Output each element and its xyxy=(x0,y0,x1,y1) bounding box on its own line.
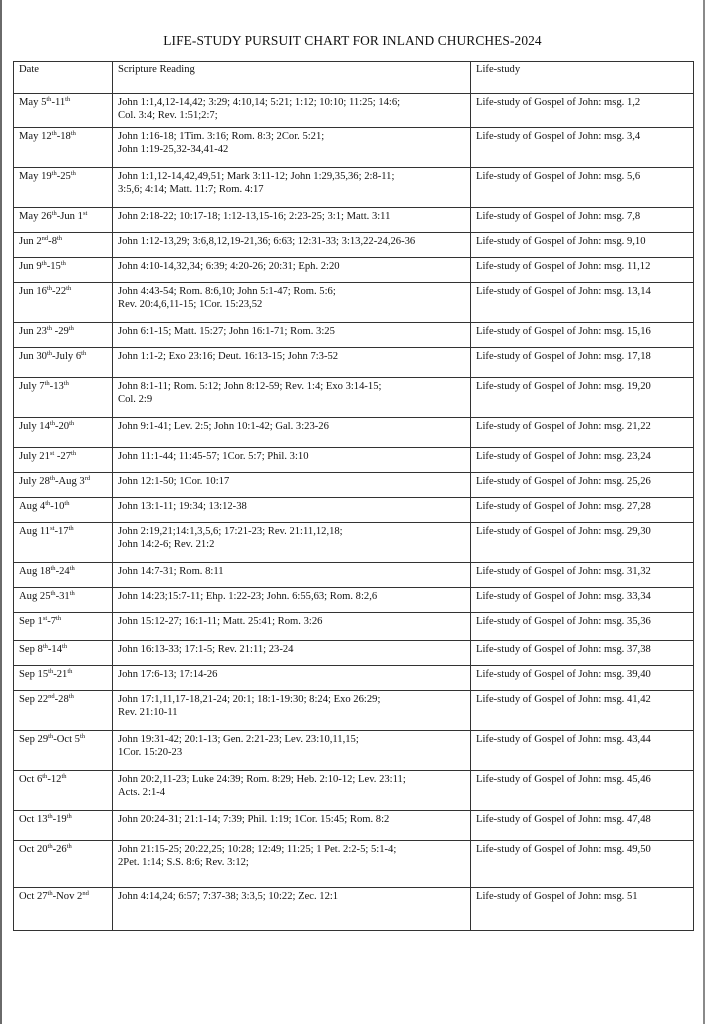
date-text: -11 xyxy=(51,97,66,108)
scripture-line: John 17:6-13; 17:14-26 xyxy=(118,669,218,680)
date-cell xyxy=(14,841,113,888)
date-text: -Jun 1 xyxy=(56,211,83,222)
table-header-row xyxy=(14,62,694,94)
date-ordinal-suffix: th xyxy=(47,890,53,897)
scripture-reading-cell xyxy=(113,418,471,448)
date-text: -18 xyxy=(56,131,71,142)
table-row xyxy=(14,473,694,498)
life-study-cell: Life-study of Gospel of John: msg. 1,2 xyxy=(471,94,694,128)
column-header-scripture: Scripture Reading xyxy=(113,62,471,94)
life-study-cell: Life-study of Gospel of John: msg. 31,32 xyxy=(471,563,694,588)
life-study-cell: Life-study of Gospel of John: msg. 41,42 xyxy=(471,691,694,731)
date-ordinal-suffix: nd xyxy=(48,693,55,700)
scripture-reading-cell xyxy=(113,168,471,208)
date-cell xyxy=(14,731,113,771)
date-text: -12 xyxy=(47,774,62,785)
date-cell xyxy=(14,588,113,613)
scripture-line: Col. 3:4; Rev. 1:51;2:7; xyxy=(118,110,218,121)
date-text: Oct 13 xyxy=(19,814,48,825)
scripture-line: John 9:1-41; Lev. 2:5; John 10:1-42; Gal. 3:23-26 xyxy=(118,421,329,432)
scripture-reading-cell xyxy=(113,563,471,588)
life-study-cell: Life-study of Gospel of John: msg. 43,44 xyxy=(471,731,694,771)
date-text: -25 xyxy=(56,171,71,182)
life-study-cell: Life-study of Gospel of John: msg. 3,4 xyxy=(471,128,694,168)
table-row xyxy=(14,523,694,563)
date-text: Aug 25 xyxy=(19,591,51,602)
date-ordinal-suffix: th xyxy=(47,813,53,820)
scripture-reading-cell xyxy=(113,128,471,168)
date-text: Oct 27 xyxy=(19,891,48,902)
date-ordinal-suffix: th xyxy=(81,350,87,357)
date-ordinal-suffix: nd xyxy=(82,890,89,897)
date-text: May 12 xyxy=(19,131,52,142)
pursuit-chart-table xyxy=(13,61,694,931)
table-row xyxy=(14,666,694,691)
date-cell xyxy=(14,498,113,523)
date-ordinal-suffix: th xyxy=(64,500,70,507)
date-ordinal-suffix: st xyxy=(50,525,55,532)
date-ordinal-suffix: rd xyxy=(84,475,91,482)
date-cell xyxy=(14,128,113,168)
date-ordinal-suffix: th xyxy=(46,285,53,292)
life-study-cell: Life-study of Gospel of John: msg. 5,6 xyxy=(471,168,694,208)
scripture-line: John 1:12-13,29; 3:6,8,12,19-21,36; 6:63; 12:31-33; 3:13,22-24,26-36 xyxy=(118,236,416,247)
date-cell xyxy=(14,323,113,348)
date-cell xyxy=(14,641,113,666)
date-ordinal-suffix: th xyxy=(70,170,76,177)
date-text: July 14 xyxy=(19,421,50,432)
date-ordinal-suffix: th xyxy=(46,325,53,332)
date-text: July 28 xyxy=(19,476,50,487)
column-header-lifestudy: Life-study xyxy=(471,62,694,94)
date-text: Sep 1 xyxy=(19,616,43,627)
date-text: -26 xyxy=(52,844,67,855)
date-cell xyxy=(14,208,113,233)
date-text: Sep 22 xyxy=(19,694,49,705)
date-ordinal-suffix: th xyxy=(46,96,52,103)
date-ordinal-suffix: th xyxy=(48,733,54,740)
life-study-cell: Life-study of Gospel of John: msg. 27,28 xyxy=(471,498,694,523)
table-row xyxy=(14,168,694,208)
table-row xyxy=(14,128,694,168)
date-ordinal-suffix: th xyxy=(68,525,74,532)
date-ordinal-suffix: th xyxy=(69,420,75,427)
scripture-reading-cell xyxy=(113,641,471,666)
date-ordinal-suffix: th xyxy=(41,260,47,267)
date-ordinal-suffix: th xyxy=(69,590,75,597)
scripture-line: John 1:1,12-14,42,49,51; Mark 3:11-12; John 1:29,35,36; 2:8-11; xyxy=(118,171,395,182)
scripture-line: John 16:13-33; 17:1-5; Rev. 21:11; 23-24 xyxy=(118,644,294,655)
scripture-line: John 15:12-27; 16:1-11; Matt. 25:41; Rom. 3:26 xyxy=(118,616,323,627)
date-text: -13 xyxy=(49,381,64,392)
date-ordinal-suffix: th xyxy=(44,380,50,387)
table-row xyxy=(14,323,694,348)
date-text: May 19 xyxy=(19,171,52,182)
scripture-line: 2Pet. 1:14; S.S. 8:6; Rev. 3:12; xyxy=(118,857,249,868)
scripture-line: Col. 2:9 xyxy=(118,394,153,405)
date-cell xyxy=(14,378,113,418)
date-cell xyxy=(14,233,113,258)
table-row xyxy=(14,418,694,448)
date-ordinal-suffix: th xyxy=(65,96,71,103)
date-text: -7 xyxy=(47,616,57,627)
scripture-line: John 17:1,11,17-18,21-24; 20:1; 18:1-19:30; 8:24; Exo 26:29; xyxy=(118,694,381,705)
scripture-reading-cell xyxy=(113,731,471,771)
date-ordinal-suffix: th xyxy=(51,210,57,217)
scripture-line: John 20:2,11-23; Luke 24:39; Rom. 8:29; Heb. 2:10-12; Lev. 23:11; xyxy=(118,774,406,785)
date-ordinal-suffix: th xyxy=(42,643,48,650)
date-text: -Nov 2 xyxy=(52,891,83,902)
date-ordinal-suffix: th xyxy=(51,130,57,137)
date-ordinal-suffix: th xyxy=(46,350,53,357)
date-text: -31 xyxy=(55,591,70,602)
date-cell xyxy=(14,418,113,448)
date-text: -27 xyxy=(54,451,72,462)
scripture-line: John 4:43-54; Rom. 8:6,10; John 5:1-47; Rom. 5:6; xyxy=(118,286,336,297)
life-study-cell: Life-study of Gospel of John: msg. 11,12 xyxy=(471,258,694,283)
date-text: May 5 xyxy=(19,97,47,108)
table-row xyxy=(14,613,694,641)
table-row xyxy=(14,563,694,588)
date-ordinal-suffix: th xyxy=(61,773,67,780)
date-cell xyxy=(14,283,113,323)
life-study-cell: Life-study of Gospel of John: msg. 29,30 xyxy=(471,523,694,563)
scripture-line: 3:5,6; 4:14; Matt. 11:7; Rom. 4:17 xyxy=(118,184,264,195)
date-cell xyxy=(14,448,113,473)
date-cell xyxy=(14,523,113,563)
date-ordinal-suffix: th xyxy=(71,450,77,457)
date-text: -28 xyxy=(54,694,69,705)
date-text: -24 xyxy=(55,566,70,577)
life-study-cell: Life-study of Gospel of John: msg. 19,20 xyxy=(471,378,694,418)
date-cell xyxy=(14,348,113,378)
scripture-reading-cell xyxy=(113,283,471,323)
date-text: Jun 9 xyxy=(19,261,42,272)
scripture-line: John 14:7-31; Rom. 8:11 xyxy=(118,566,224,577)
date-cell xyxy=(14,473,113,498)
scripture-line: John 14:23;15:7-11; Ehp. 1:22-23; John. 6:55,63; Rom. 8:2,6 xyxy=(118,591,378,602)
date-text: Jun 30 xyxy=(19,351,47,362)
scripture-line: John 1:19-25,32-34,41-42 xyxy=(118,144,229,155)
date-ordinal-suffix: th xyxy=(62,643,68,650)
date-ordinal-suffix: th xyxy=(56,615,62,622)
scripture-line: John 1:1,4,12-14,42; 3:29; 4:10,14; 5:21; 1:12; 10:10; 11:25; 14:6; xyxy=(118,97,401,108)
scripture-line: John 20:24-31; 21:1-14; 7:39; Phil. 1:19; 1Cor. 15:45; Rom. 8:2 xyxy=(118,814,390,825)
date-ordinal-suffix: th xyxy=(60,260,66,267)
date-text: Jun 2 xyxy=(19,236,42,247)
table-row xyxy=(14,348,694,378)
date-ordinal-suffix: st xyxy=(49,450,55,457)
date-text: -22 xyxy=(52,286,67,297)
life-study-cell: Life-study of Gospel of John: msg. 17,18 xyxy=(471,348,694,378)
date-text: -17 xyxy=(54,526,69,537)
life-study-cell: Life-study of Gospel of John: msg. 13,14 xyxy=(471,283,694,323)
scripture-reading-cell xyxy=(113,233,471,258)
date-text: -10 xyxy=(50,501,65,512)
date-text: Sep 8 xyxy=(19,644,43,655)
life-study-cell: Life-study of Gospel of John: msg. 21,22 xyxy=(471,418,694,448)
table-row xyxy=(14,378,694,418)
scripture-reading-cell xyxy=(113,888,471,931)
scripture-line: 1Cor. 15:20-23 xyxy=(118,747,183,758)
date-text: -July 6 xyxy=(52,351,82,362)
date-ordinal-suffix: nd xyxy=(41,235,49,242)
scripture-line: John 13:1-11; 19:34; 13:12-38 xyxy=(118,501,247,512)
scripture-reading-cell xyxy=(113,348,471,378)
date-ordinal-suffix: th xyxy=(68,693,74,700)
date-text: July 7 xyxy=(19,381,45,392)
date-ordinal-suffix: th xyxy=(42,773,48,780)
scripture-line: John 12:1-50; 1Cor. 10:17 xyxy=(118,476,230,487)
date-ordinal-suffix: st xyxy=(42,615,48,622)
date-text: -20 xyxy=(54,421,70,432)
scripture-line: John 4:10-14,32,34; 6:39; 4:20-26; 20:31; Eph. 2:20 xyxy=(118,261,340,272)
date-ordinal-suffix: th xyxy=(66,843,72,850)
life-study-cell: Life-study of Gospel of John: msg. 35,36 xyxy=(471,613,694,641)
life-study-cell: Life-study of Gospel of John: msg. 33,34 xyxy=(471,588,694,613)
date-text: -14 xyxy=(47,644,63,655)
table-row xyxy=(14,691,694,731)
scripture-reading-cell xyxy=(113,448,471,473)
scripture-reading-cell xyxy=(113,498,471,523)
table-row xyxy=(14,258,694,283)
date-ordinal-suffix: th xyxy=(48,668,54,675)
scripture-line: John 1:16-18; 1Tim. 3:16; Rom. 8:3; 2Cor. 5:21; xyxy=(118,131,325,142)
date-ordinal-suffix: th xyxy=(67,668,73,675)
scripture-reading-cell xyxy=(113,258,471,283)
scripture-reading-cell xyxy=(113,841,471,888)
scripture-reading-cell xyxy=(113,208,471,233)
table-body xyxy=(14,94,694,931)
scripture-reading-cell xyxy=(113,523,471,563)
date-ordinal-suffix: th xyxy=(57,235,63,242)
date-ordinal-suffix: th xyxy=(47,843,53,850)
table-row xyxy=(14,94,694,128)
date-text: Jun 16 xyxy=(19,286,47,297)
date-text: Sep 29 xyxy=(19,734,49,745)
life-study-cell: Life-study of Gospel of John: msg. 25,26 xyxy=(471,473,694,498)
date-text: Oct 6 xyxy=(19,774,43,785)
date-ordinal-suffix: st xyxy=(82,210,88,217)
life-study-cell: Life-study of Gospel of John: msg. 47,48 xyxy=(471,811,694,841)
table-row xyxy=(14,731,694,771)
date-ordinal-suffix: th xyxy=(69,565,75,572)
date-cell xyxy=(14,563,113,588)
scripture-reading-cell xyxy=(113,94,471,128)
column-header-date: Date xyxy=(14,62,113,94)
table-row xyxy=(14,498,694,523)
scripture-reading-cell xyxy=(113,771,471,811)
date-cell xyxy=(14,666,113,691)
scripture-reading-cell xyxy=(113,613,471,641)
scripture-line: John 19:31-42; 20:1-13; Gen. 2:21-23; Lev. 23:10,11,15; xyxy=(118,734,359,745)
date-ordinal-suffix: th xyxy=(68,325,74,332)
date-ordinal-suffix: th xyxy=(49,475,55,482)
page-title: LIFE-STUDY PURSUIT CHART FOR INLAND CHURCHES-2024 xyxy=(163,33,542,48)
page-left-edge xyxy=(0,0,2,1024)
date-ordinal-suffix: th xyxy=(66,813,72,820)
life-study-cell: Life-study of Gospel of John: msg. 49,50 xyxy=(471,841,694,888)
table-row xyxy=(14,283,694,323)
life-study-cell: Life-study of Gospel of John: msg. 23,24 xyxy=(471,448,694,473)
table-row xyxy=(14,233,694,258)
life-study-cell: Life-study of Gospel of John: msg. 51 xyxy=(471,888,694,931)
scripture-line: John 8:1-11; Rom. 5:12; John 8:12-59; Rev. 1:4; Exo 3:14-15; xyxy=(118,381,382,392)
date-ordinal-suffix: th xyxy=(49,420,55,427)
date-ordinal-suffix: th xyxy=(63,380,69,387)
scripture-line: Acts. 2:1-4 xyxy=(118,787,166,798)
date-ordinal-suffix: th xyxy=(51,170,57,177)
date-cell xyxy=(14,258,113,283)
date-text: Sep 15 xyxy=(19,669,49,680)
scripture-line: John 11:1-44; 11:45-57; 1Cor. 5:7; Phil. 3:10 xyxy=(118,451,309,462)
date-ordinal-suffix: th xyxy=(66,285,72,292)
life-study-cell: Life-study of Gospel of John: msg. 45,46 xyxy=(471,771,694,811)
life-study-cell: Life-study of Gospel of John: msg. 37,38 xyxy=(471,641,694,666)
scripture-reading-cell xyxy=(113,588,471,613)
date-text: -21 xyxy=(53,669,68,680)
scripture-line: John 1:1-2; Exo 23:16; Deut. 16:13-15; John 7:3-52 xyxy=(118,351,339,362)
date-ordinal-suffix: th xyxy=(70,130,76,137)
scripture-line: Rev. 21:10-11 xyxy=(118,707,178,718)
date-ordinal-suffix: th xyxy=(45,500,51,507)
date-ordinal-suffix: th xyxy=(79,733,86,740)
table-row xyxy=(14,448,694,473)
table-row xyxy=(14,641,694,666)
table-row xyxy=(14,888,694,931)
scripture-reading-cell xyxy=(113,666,471,691)
date-cell xyxy=(14,771,113,811)
life-study-cell: Life-study of Gospel of John: msg. 15,16 xyxy=(471,323,694,348)
date-text: July 21 xyxy=(19,451,50,462)
date-text: -Oct 5 xyxy=(53,734,80,745)
scripture-line: John 21:15-25; 20:22,25; 10:28; 12:49; 11:25; 1 Pet. 2:2-5; 5:1-4; xyxy=(118,844,397,855)
scripture-line: John 2:18-22; 10:17-18; 1:12-13,15-16; 2:23-25; 3:1; Matt. 3:11 xyxy=(118,211,391,222)
date-cell xyxy=(14,691,113,731)
table-row xyxy=(14,841,694,888)
date-text: Aug 11 xyxy=(19,526,51,537)
date-cell xyxy=(14,168,113,208)
scripture-reading-cell xyxy=(113,323,471,348)
date-cell xyxy=(14,811,113,841)
life-study-cell: Life-study of Gospel of John: msg. 39,40 xyxy=(471,666,694,691)
date-text: Aug 4 xyxy=(19,501,46,512)
date-ordinal-suffix: th xyxy=(50,565,56,572)
date-text: -19 xyxy=(52,814,67,825)
date-text: May 26 xyxy=(19,211,52,222)
table-row xyxy=(14,208,694,233)
table-row xyxy=(14,588,694,613)
date-text: -Aug 3 xyxy=(54,476,85,487)
life-study-cell: Life-study of Gospel of John: msg. 7,8 xyxy=(471,208,694,233)
table-row xyxy=(14,771,694,811)
date-text: Aug 18 xyxy=(19,566,51,577)
date-cell xyxy=(14,613,113,641)
scripture-reading-cell xyxy=(113,811,471,841)
table-row xyxy=(14,811,694,841)
scripture-line: John 2:19,21;14:1,3,5,6; 17:21-23; Rev. 21:11,12,18; xyxy=(118,526,343,537)
date-text: -8 xyxy=(48,236,57,247)
scripture-reading-cell xyxy=(113,691,471,731)
scripture-reading-cell xyxy=(113,378,471,418)
scripture-line: John 6:1-15; Matt. 15:27; John 16:1-71; Rom. 3:25 xyxy=(118,326,335,337)
scripture-line: Rev. 20:4,6,11-15; 1Cor. 15:23,52 xyxy=(118,299,263,310)
date-cell xyxy=(14,888,113,931)
scripture-reading-cell xyxy=(113,473,471,498)
date-cell xyxy=(14,94,113,128)
date-text: Jun 23 xyxy=(19,326,47,337)
date-ordinal-suffix: th xyxy=(50,590,56,597)
date-text: Oct 20 xyxy=(19,844,48,855)
scripture-line: John 14:2-6; Rev. 21:2 xyxy=(118,539,215,550)
life-study-cell: Life-study of Gospel of John: msg. 9,10 xyxy=(471,233,694,258)
date-text: -29 xyxy=(52,326,69,337)
scripture-line: John 4:14,24; 6:57; 7:37-38; 3:3,5; 10:22; Zec. 12:1 xyxy=(118,891,339,902)
date-text: -15 xyxy=(46,261,61,272)
